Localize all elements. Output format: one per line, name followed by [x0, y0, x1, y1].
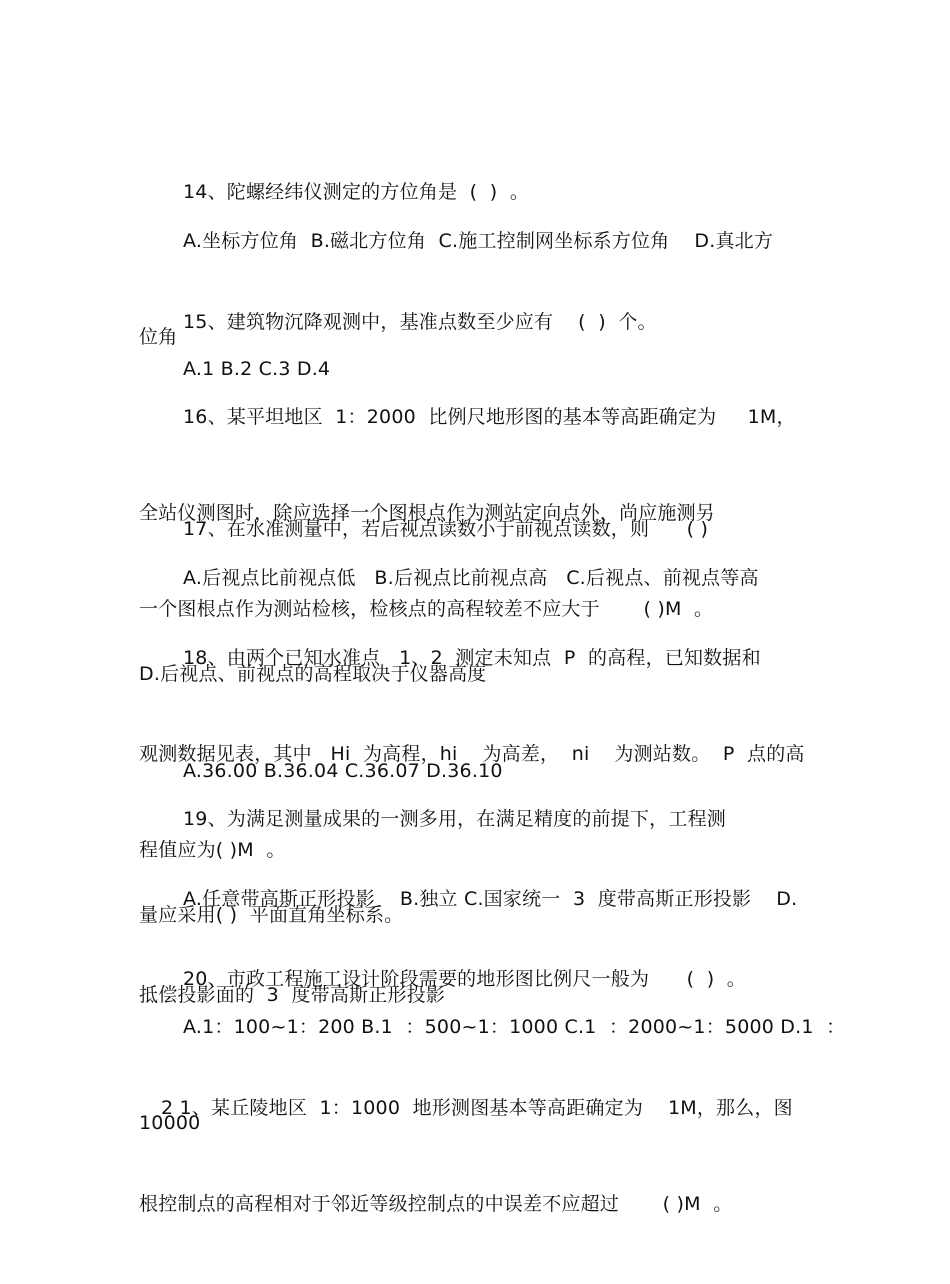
text-line: A.1 B.2 C.3 D.4 — [183, 358, 331, 380]
text-line: 2 1、某丘陵地区 1：1000 地形测图基本等高距确定为 1M，那么，图 — [161, 1097, 793, 1119]
text-line: 17、在水准测量中，若后视点读数小于前视点读数，则 ( ) — [183, 518, 709, 540]
text-line: 20、市政工程施工设计阶段需要的地形图比例尺一般为 ( ) 。 — [183, 968, 746, 990]
question-21 — [139, 1028, 839, 1284]
text-line: 14、陀螺经纬仪测定的方位角是 ( ) 。 — [183, 181, 530, 203]
text-line: 一个图根点作为测站检核，检核点的高程较差不应大于 ( )M 。 — [139, 598, 714, 620]
text-line: 全站仪测图时，除应选择一个图根点作为测站定向点外，尚应施测另 — [139, 502, 716, 524]
text-line: A.坐标方位角 B.磁北方位角 C.施工控制网坐标系方位角 D.真北方 — [183, 230, 774, 252]
text-line: 抵偿投影面的 3 度带高斯正形投影 — [139, 984, 446, 1006]
text-line: D.后视点、前视点的高程取决于仪器高度 — [139, 663, 487, 685]
text-line: 位角 — [139, 326, 178, 348]
text-line: A.1：100~1：200 B.1 ：500~1：1000 C.1 ：2000~1：5000 D.1 ： — [183, 1016, 846, 1038]
text-line: 程值应为( )M 。 — [139, 839, 286, 861]
text-line: 10000 — [139, 1112, 201, 1134]
text-line: 根控制点的高程相对于邻近等级控制点的中误差不应超过 ( )M 。 — [139, 1193, 733, 1215]
text-line: 16、某平坦地区 1：2000 比例尺地形图的基本等高距确定为 1M， — [183, 406, 796, 428]
text-line: A.36.00 B.36.04 C.36.07 D.36.10 — [183, 760, 503, 782]
text-line: 量应采用( ) 平面直角坐标系。 — [139, 904, 404, 926]
text-line: A.后视点比前视点低 B.后视点比前视点高 C.后视点、前视点等高 — [183, 567, 759, 589]
text-line: 观测数据见表，其中 Hi 为高程，hi 为高差， ni 为测站数。 P 点的高 — [139, 743, 805, 765]
text-line: 18、由两个已知水准点 1、2 测定未知点 P 的高程，已知数据和 — [183, 647, 761, 669]
text-line: 15、建筑物沉降观测中，基准点数至少应有 ( ) 个。 — [183, 311, 657, 333]
text-line: A.任意带高斯正形投影 B.独立 C.国家统一 3 度带高斯正形投影 D. — [183, 888, 798, 910]
text-line: 19、为满足测量成果的一测多用，在满足精度的前提下，工程测 — [183, 808, 726, 830]
